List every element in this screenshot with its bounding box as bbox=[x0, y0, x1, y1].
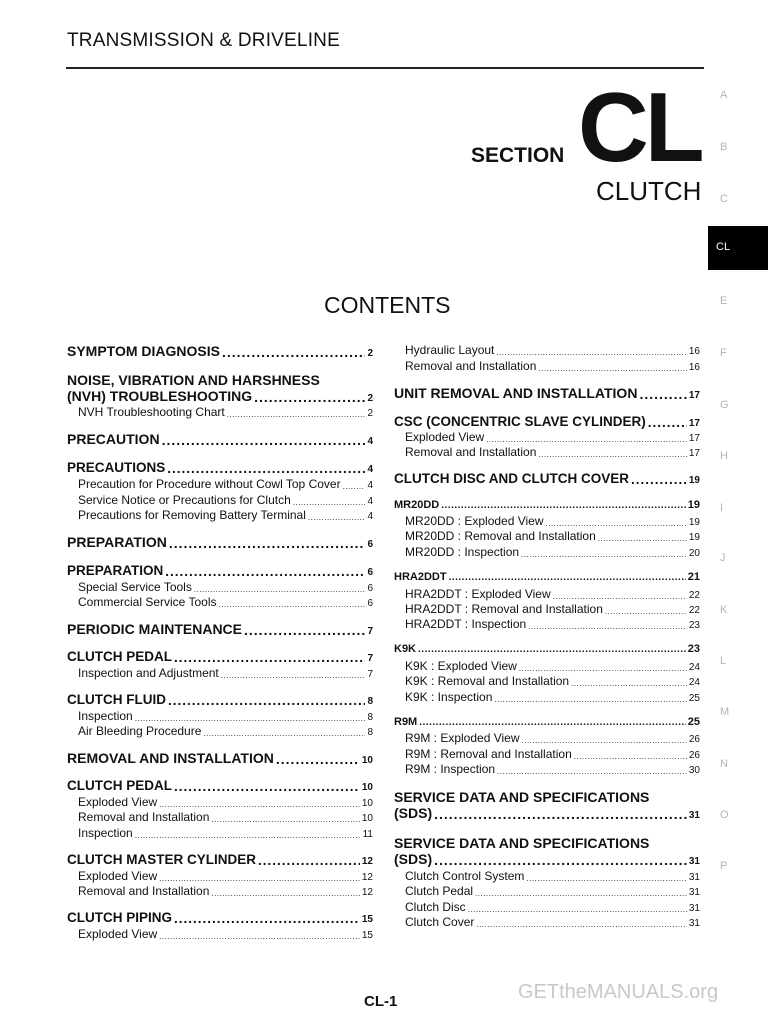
section-label: SECTION bbox=[471, 144, 565, 167]
toc-precaution[interactable]: PRECAUTION ..... 4 bbox=[67, 431, 373, 447]
section-name: CLUTCH bbox=[596, 176, 702, 206]
header-rule bbox=[66, 67, 704, 69]
toc-removal-installation[interactable]: REMOVAL AND INSTALLATION ..... 10 bbox=[67, 750, 373, 766]
toc-cp-exploded-view[interactable]: Exploded View ..... 10 bbox=[78, 795, 373, 809]
tab-c[interactable]: C bbox=[720, 193, 728, 205]
toc-r9m-exploded[interactable]: R9M : Exploded View ..... 26 bbox=[405, 731, 700, 745]
toc-sds-2[interactable] bbox=[394, 835, 700, 867]
toc-cf-air-bleeding[interactable]: Air Bleeding Procedure ..... 8 bbox=[78, 724, 373, 738]
toc-sds-2-line2: (SDS) ..... 31 bbox=[394, 851, 700, 867]
toc-k9k-exploded[interactable]: K9K : Exploded View ..... 24 bbox=[405, 659, 700, 673]
toc-mc-exploded-view[interactable]: Exploded View ..... 12 bbox=[78, 869, 373, 883]
toc-clutch-pedal[interactable]: CLUTCH PEDAL ..... 7 bbox=[67, 649, 373, 664]
toc-sds-clutch-disc[interactable]: Clutch Disc ..... 31 bbox=[405, 900, 700, 914]
toc-sds-2-line1: SERVICE DATA AND SPECIFICATIONS bbox=[394, 835, 650, 851]
toc-preparation-sub[interactable]: PREPARATION ..... 6 bbox=[67, 563, 373, 578]
toc-r9m-inspection[interactable]: R9M : Inspection ..... 30 bbox=[405, 762, 700, 776]
toc-mr20dd-inspection[interactable]: MR20DD : Inspection ..... 20 bbox=[405, 545, 700, 559]
toc-master-cylinder[interactable]: CLUTCH MASTER CYLINDER ..... 12 bbox=[67, 852, 373, 867]
toc-cp-inspection-adjustment[interactable]: Inspection and Adjustment ..... 7 bbox=[78, 666, 373, 680]
header-title: TRANSMISSION & DRIVELINE bbox=[67, 30, 340, 51]
toc-unit-removal[interactable]: UNIT REMOVAL AND INSTALLATION ..... 17 bbox=[394, 385, 700, 401]
contents-title: CONTENTS bbox=[324, 292, 451, 318]
tab-j[interactable]: J bbox=[720, 552, 726, 564]
section-code: CL bbox=[578, 72, 701, 182]
tab-f[interactable]: F bbox=[720, 347, 727, 359]
toc-nvh-line1: NOISE, VIBRATION AND HARSHNESS bbox=[67, 372, 320, 388]
toc-symptom-diagnosis[interactable]: SYMPTOM DIAGNOSIS ..... 2 bbox=[67, 343, 373, 359]
toc-prec1[interactable]: Precaution for Procedure without Cowl Top Cover ..... 4 bbox=[78, 477, 373, 491]
tab-l[interactable]: L bbox=[720, 655, 727, 667]
toc-cp-removal[interactable]: Removal and Installation ..... 10 bbox=[78, 810, 373, 824]
tab-m[interactable]: M bbox=[720, 706, 730, 718]
toc-k9k[interactable]: K9K ..... 23 bbox=[394, 643, 700, 655]
toc-hra2ddt[interactable]: HRA2DDT ..... 21 bbox=[394, 571, 700, 583]
toc-csc-removal[interactable]: Removal and Installation ..... 17 bbox=[405, 445, 700, 459]
toc-sds-control-system[interactable]: Clutch Control System ..... 31 bbox=[405, 869, 700, 883]
tab-n[interactable]: N bbox=[720, 758, 728, 770]
tab-h[interactable]: H bbox=[720, 450, 728, 462]
toc-hydraulic-layout[interactable]: Hydraulic Layout ..... 16 bbox=[405, 343, 700, 357]
toc-piping-removal[interactable]: Removal and Installation ..... 16 bbox=[405, 359, 700, 373]
toc-mr20dd-removal[interactable]: MR20DD : Removal and Installation ..... 19 bbox=[405, 529, 700, 543]
toc-csc[interactable]: CSC (CONCENTRIC SLAVE CYLINDER) ..... 17 bbox=[394, 414, 700, 429]
toc-prec2[interactable]: Service Notice or Precautions for Clutch ..... 4 bbox=[78, 493, 373, 507]
toc-k9k-removal[interactable]: K9K : Removal and Installation ..... 24 bbox=[405, 674, 700, 688]
toc-hra2ddt-exploded[interactable]: HRA2DDT : Exploded View ..... 22 bbox=[405, 587, 700, 601]
toc-nvh-chart[interactable]: NVH Troubleshooting Chart ..... 2 bbox=[78, 405, 373, 419]
toc-r9m-removal[interactable]: R9M : Removal and Installation ..... 26 bbox=[405, 747, 700, 761]
toc-periodic-maintenance[interactable]: PERIODIC MAINTENANCE ..... 7 bbox=[67, 621, 373, 637]
toc-mr20dd[interactable]: MR20DD ..... 19 bbox=[394, 499, 700, 511]
toc-sds-1-line1: SERVICE DATA AND SPECIFICATIONS bbox=[394, 789, 650, 805]
tab-e[interactable]: E bbox=[720, 295, 728, 307]
toc-cp-inspection[interactable]: Inspection ..... 11 bbox=[78, 826, 373, 840]
toc-sds-clutch-cover[interactable]: Clutch Cover ..... 31 bbox=[405, 915, 700, 929]
page-number: CL-1 bbox=[364, 993, 398, 1010]
toc-clutch-piping[interactable]: CLUTCH PIPING ..... 15 bbox=[67, 910, 373, 925]
toc-clutch-disc-cover[interactable]: CLUTCH DISC AND CLUTCH COVER ..... 19 bbox=[394, 471, 700, 486]
toc-prep2[interactable]: Commercial Service Tools ..... 6 bbox=[78, 595, 373, 609]
toc-hra2ddt-removal[interactable]: HRA2DDT : Removal and Installation ..... 22 bbox=[405, 602, 700, 616]
toc-nvh[interactable] bbox=[67, 372, 373, 404]
toc-sds-1[interactable] bbox=[394, 789, 700, 821]
toc-csc-exploded-view[interactable]: Exploded View ..... 17 bbox=[405, 430, 700, 444]
tab-i[interactable]: I bbox=[720, 502, 724, 514]
toc-sds-1-line2: (SDS) ..... 31 bbox=[394, 805, 700, 821]
tab-k[interactable]: K bbox=[720, 604, 728, 616]
toc-k9k-inspection[interactable]: K9K : Inspection ..... 25 bbox=[405, 690, 700, 704]
toc-piping-exploded-view[interactable]: Exploded View ..... 15 bbox=[78, 927, 373, 941]
tab-b[interactable]: B bbox=[720, 141, 728, 153]
tab-g[interactable]: G bbox=[720, 399, 729, 411]
toc-clutch-pedal-2[interactable]: CLUTCH PEDAL ..... 10 bbox=[67, 778, 373, 793]
tab-p[interactable]: P bbox=[720, 860, 728, 872]
toc-precautions[interactable]: PRECAUTIONS ..... 4 bbox=[67, 460, 373, 475]
toc-cf-inspection[interactable]: Inspection ..... 8 bbox=[78, 709, 373, 723]
toc-clutch-fluid[interactable]: CLUTCH FLUID ..... 8 bbox=[67, 692, 373, 707]
toc-nvh-line2: (NVH) TROUBLESHOOTING ..... 2 bbox=[67, 388, 373, 404]
toc-prep1[interactable]: Special Service Tools ..... 6 bbox=[78, 580, 373, 594]
tab-o[interactable]: O bbox=[720, 809, 729, 821]
toc-preparation[interactable]: PREPARATION ..... 6 bbox=[67, 534, 373, 550]
toc-hra2ddt-inspection[interactable]: HRA2DDT : Inspection ..... 23 bbox=[405, 617, 700, 631]
toc-r9m[interactable]: R9M ..... 25 bbox=[394, 716, 700, 728]
toc-prec3[interactable]: Precautions for Removing Battery Terminal ..... 4 bbox=[78, 508, 373, 522]
toc-mr20dd-exploded[interactable]: MR20DD : Exploded View ..... 19 bbox=[405, 514, 700, 528]
watermark: GETtheMANUALS.org bbox=[518, 981, 719, 1003]
toc-mc-removal[interactable]: Removal and Installation ..... 12 bbox=[78, 884, 373, 898]
toc-sds-clutch-pedal[interactable]: Clutch Pedal ..... 31 bbox=[405, 884, 700, 898]
tab-a[interactable]: A bbox=[720, 89, 728, 101]
tab-cl[interactable]: CL bbox=[708, 226, 768, 270]
